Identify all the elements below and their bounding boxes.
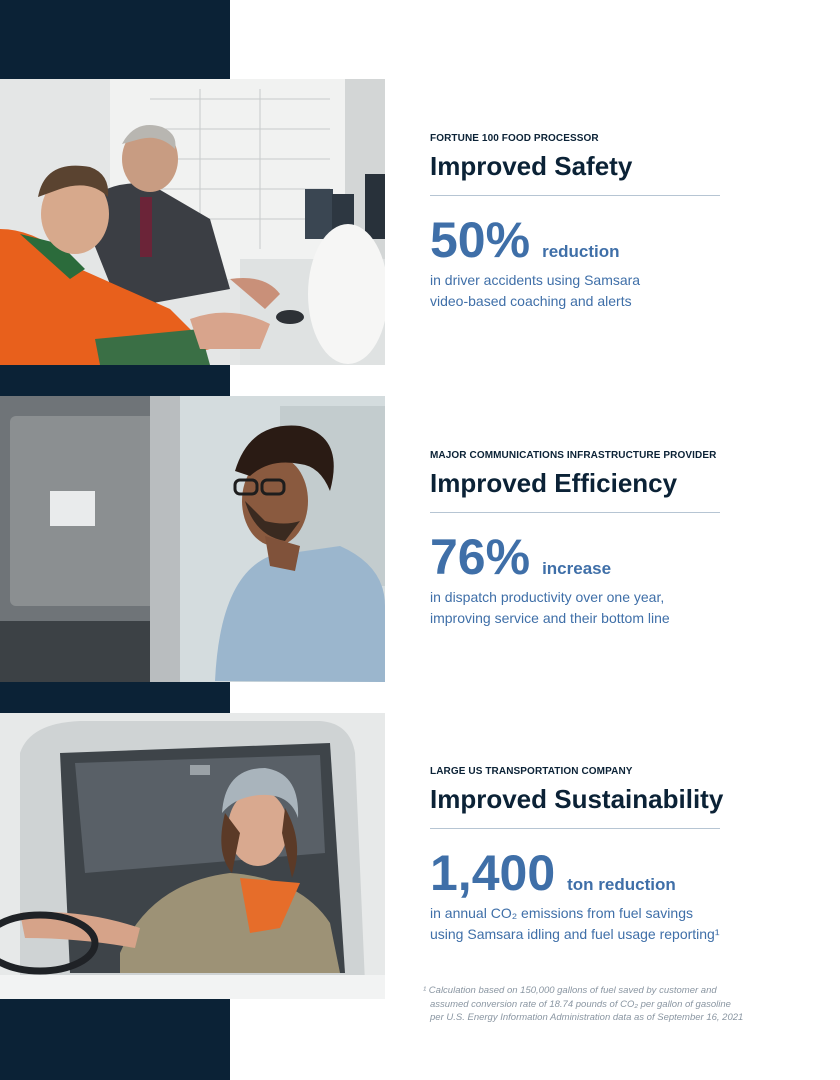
case-heading: Improved Efficiency <box>430 468 678 498</box>
stat-description-line-2: improving service and their bottom line <box>430 610 670 626</box>
footnote-line-1: ¹ Calculation based on 150,000 gallons of fuel saved by customer and <box>423 985 717 996</box>
footnote-line-3: per U.S. Energy Information Administration data as of September 16, 2021 <box>430 1012 744 1023</box>
stat-description-line-2: using Samsara idling and fuel usage reporting¹ <box>430 926 720 942</box>
stat-line <box>430 212 720 268</box>
case-heading: Improved Safety <box>430 151 633 181</box>
footnote-line-2: assumed conversion rate of 18.74 pounds of CO₂ per gallon of gasoline <box>430 998 731 1010</box>
sustainability-photo <box>0 713 385 999</box>
stat-unit: ton reduction <box>567 875 676 894</box>
case-eyebrow: MAJOR COMMUNICATIONS INFRASTRUCTURE PROVIDER <box>430 450 717 461</box>
stat-line <box>430 529 720 585</box>
case-study-safety <box>430 133 720 312</box>
stat-value: 1,400 <box>430 845 556 901</box>
safety-photo <box>0 79 385 365</box>
stat-value: 76% <box>430 529 531 585</box>
stat-unit: increase <box>542 559 612 578</box>
case-eyebrow: LARGE US TRANSPORTATION COMPANY <box>430 766 633 777</box>
stat-description-line-1: in dispatch productivity over one year, <box>430 589 665 605</box>
case-study-sustainability <box>430 766 724 945</box>
stat-description-line-1: in driver accidents using Samsara <box>430 272 641 288</box>
case-heading: Improved Sustainability <box>430 784 724 814</box>
footnote <box>423 984 763 1025</box>
stat-description-line-2: video-based coaching and alerts <box>430 293 632 309</box>
stat-line <box>430 845 720 901</box>
case-eyebrow: FORTUNE 100 FOOD PROCESSOR <box>430 133 599 144</box>
divider <box>430 195 720 196</box>
efficiency-photo <box>0 396 385 682</box>
divider <box>430 512 720 513</box>
stat-unit: reduction <box>542 242 620 261</box>
stat-description-line-1: in annual CO₂ emissions from fuel savings <box>430 905 693 921</box>
case-study-efficiency <box>430 450 720 629</box>
divider <box>430 828 720 829</box>
stat-value: 50% <box>430 212 531 268</box>
